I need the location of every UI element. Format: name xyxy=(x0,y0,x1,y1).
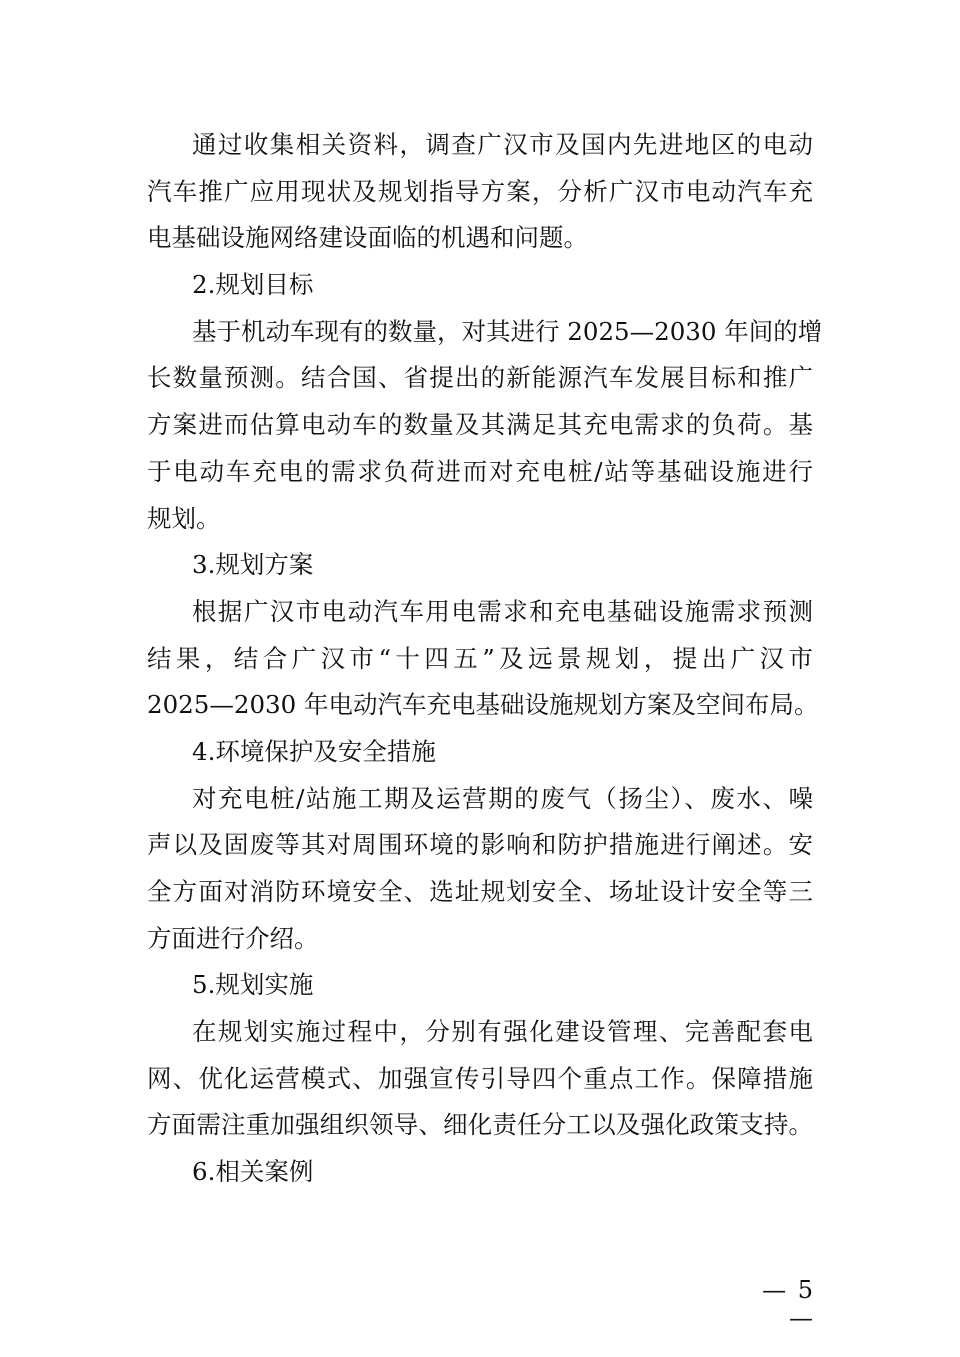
text-line: 方案进而估算电动车的数量及其满足其充电需求的负荷。基 xyxy=(147,410,813,440)
text-line: 方面进行介绍。 xyxy=(147,923,319,953)
section-heading-related-cases: 6.相关案例 xyxy=(192,1157,314,1187)
page-number: — 5 — xyxy=(762,1276,815,1332)
text-line: 全方面对消防环境安全、选址规划安全、场址设计安全等三 xyxy=(147,877,813,906)
section-heading-implementation: 5.规划实施 xyxy=(192,970,314,1000)
document-body xyxy=(147,122,823,1196)
text-line: 结果，结合广汉市“十四五”及远景规划，提出广汉市 xyxy=(147,643,813,673)
text-line: 通过收集相关资料，调查广汉市及国内先进地区的电动 xyxy=(192,130,813,159)
paragraph-planning-scheme xyxy=(147,589,819,729)
paragraph-planning-goals xyxy=(147,309,823,542)
text-line: 汽车推广应用现状及规划指导方案，分析广汉市电动汽车充 xyxy=(147,176,813,206)
text-line: 基于机动车现有的数量，对其进行 2025—2030 年间的增 xyxy=(192,316,823,346)
text-line: 长数量预测。结合国、省提出的新能源汽车发展目标和推广 xyxy=(147,363,813,393)
text-line: 网、优化运营模式、加强宣传引导四个重点工作。保障措施 xyxy=(147,1063,813,1093)
paragraph-implementation xyxy=(147,1009,813,1149)
text-line: 于电动车充电的需求负荷进而对充电桩/站等基础设施进行 xyxy=(147,456,813,486)
text-line: 方面需注重加强组织领导、细化责任分工以及强化政策支持。 xyxy=(147,1110,813,1140)
text-line: 根据广汉市电动汽车用电需求和充电基础设施需求预测 xyxy=(192,596,813,626)
text-line: 对充电桩/站施工期及运营期的废气（扬尘）、废水、噪 xyxy=(192,783,813,813)
paragraph-environment-safety xyxy=(147,776,813,963)
text-line: 在规划实施过程中，分别有强化建设管理、完善配套电 xyxy=(192,1017,813,1047)
section-heading-planning-scheme: 3.规划方案 xyxy=(192,550,314,580)
section-heading-planning-goals: 2.规划目标 xyxy=(192,270,314,300)
text-line: 电基础设施网络建设面临的机遇和问题。 xyxy=(147,223,588,253)
section-heading-environment-safety: 4.环境保护及安全措施 xyxy=(192,736,436,766)
text-line: 2025—2030 年电动汽车充电基础设施规划方案及空间布局。 xyxy=(147,690,819,720)
text-line: 规划。 xyxy=(147,503,221,533)
text-line: 声以及固废等其对周围环境的影响和防护措施进行阐述。安 xyxy=(147,830,813,860)
paragraph-research-method xyxy=(147,122,813,262)
